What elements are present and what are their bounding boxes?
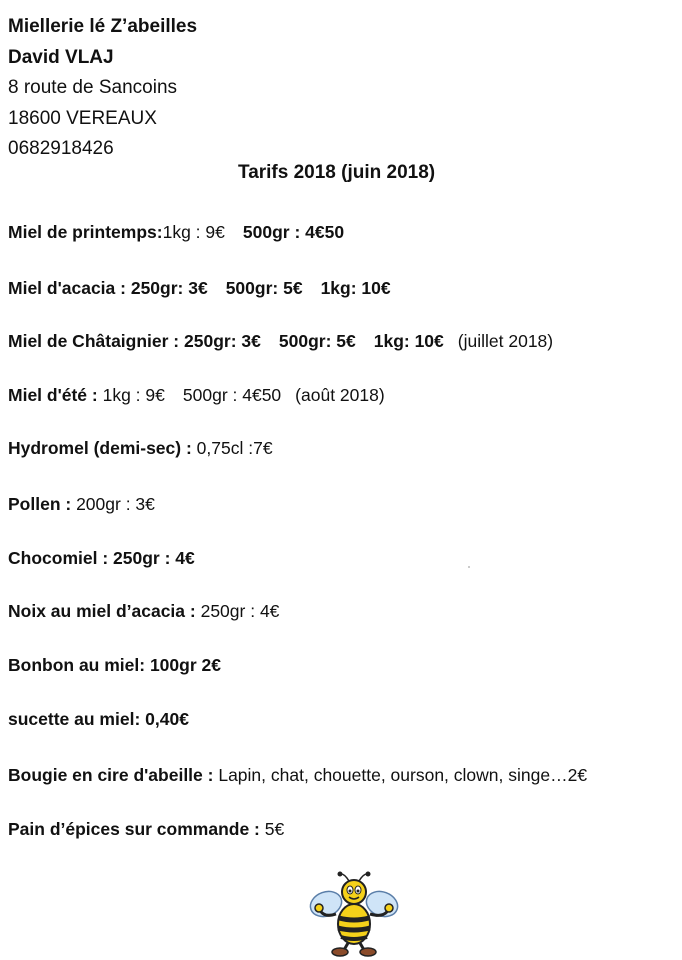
price-line-honey-candy xyxy=(8,655,221,676)
item-name: Bonbon au miel: xyxy=(8,655,146,675)
item-name: Hydromel (demi-sec) : xyxy=(8,438,192,458)
owner-name: David VLAJ xyxy=(8,46,114,68)
item-name: Pain d’épices sur commande : xyxy=(8,819,260,839)
producer-header xyxy=(8,12,197,165)
item-price: 5€ xyxy=(264,819,285,839)
item-price: 0,75cl :7€ xyxy=(196,438,273,458)
item-price: 250gr : 4€ xyxy=(200,601,280,621)
price-line-pollen xyxy=(8,494,155,515)
company-name: Miellerie lé Z’abeilles xyxy=(8,16,198,37)
item-price: 100gr 2€ xyxy=(149,655,221,675)
price-line-acacia-honey xyxy=(8,278,391,299)
scan-speck xyxy=(468,566,470,568)
item-note: (août 2018) xyxy=(295,385,385,405)
item-name: Miel d'acacia : xyxy=(8,278,126,298)
item-price: Lapin, chat, chouette, ourson, clown, singe…2€ xyxy=(218,765,588,785)
phone-number: 0682918426 xyxy=(8,138,114,159)
item-price: 1kg : 9€ xyxy=(162,222,225,242)
item-name: Chocomiel : xyxy=(8,548,109,568)
item-price: 500gr : 4€50 xyxy=(182,385,282,405)
price-line-gingerbread xyxy=(8,819,284,840)
item-price: 250gr: 3€ xyxy=(184,331,261,351)
price-line-chestnut-honey xyxy=(8,331,553,352)
item-price: 250gr : 4€ xyxy=(113,548,195,568)
item-price: 500gr : 4€50 xyxy=(242,222,345,242)
item-name: Miel d'été : xyxy=(8,385,98,405)
item-price: 200gr : 3€ xyxy=(76,494,155,514)
item-name: Noix au miel d’acacia : xyxy=(8,601,196,621)
street-address: 8 route de Sancoins xyxy=(8,77,178,98)
price-line-walnuts-acacia xyxy=(8,601,279,622)
price-line-spring-honey xyxy=(8,222,344,243)
item-note: (juillet 2018) xyxy=(457,331,554,351)
item-price: 1kg: 10€ xyxy=(320,278,391,298)
item-name: Miel de printemps: xyxy=(8,222,163,242)
item-price: 250gr: 3€ xyxy=(130,278,208,298)
price-line-mead xyxy=(8,438,273,459)
price-list-page: Miellerie lé Z’abeilles David VLAJ 8 route de Sancoins 18600 VEREAUX 0682918426 Tarifs 2018 (juin 2018) Miel de printemps:1kg : 9€ 500gr : 4€50 Miel d'acacia : 250gr: 3€ 500gr: 5€ 1kg: 10€ Miel de Châtaignier : 250gr: 3€ 500gr: 5€ 1kg: 10€ (juillet 2018) Miel d'été : 1kg : 9€ 500gr : 4€50 (août 2018) Hydromel (demi-sec) : 0,75cl :7€ Pollen : 200gr : 3€ Chocomiel : 250gr : 4€ Noix au miel d’acacia : 250gr : 4€ Bonbon au miel: 100gr 2€ sucette au miel: 0,40€ Bougie en cire d'abeille : Lapin, chat, chouette, ourson, clown, singe…2€ Pain d’épices sur commande : 5€ xyxy=(0,0,682,960)
bee-mascot-illustration xyxy=(306,870,402,958)
item-price: 500gr: 5€ xyxy=(225,278,303,298)
city-address: 18600 VEREAUX xyxy=(8,107,157,129)
item-name: sucette au miel: xyxy=(8,709,141,729)
item-name: Bougie en cire d'abeille : xyxy=(8,765,214,785)
item-name: Pollen : xyxy=(8,494,72,514)
item-price: 1kg : 9€ xyxy=(102,385,165,405)
price-line-beeswax-candle xyxy=(8,765,587,786)
price-line-honey-lollipop xyxy=(8,709,189,730)
item-price: 0,40€ xyxy=(145,709,189,729)
item-price: 500gr: 5€ xyxy=(278,331,356,351)
price-line-summer-honey xyxy=(8,385,385,406)
price-line-chocomiel xyxy=(8,548,195,569)
item-name: Miel de Châtaignier : xyxy=(8,331,180,351)
item-price: 1kg: 10€ xyxy=(373,331,444,351)
